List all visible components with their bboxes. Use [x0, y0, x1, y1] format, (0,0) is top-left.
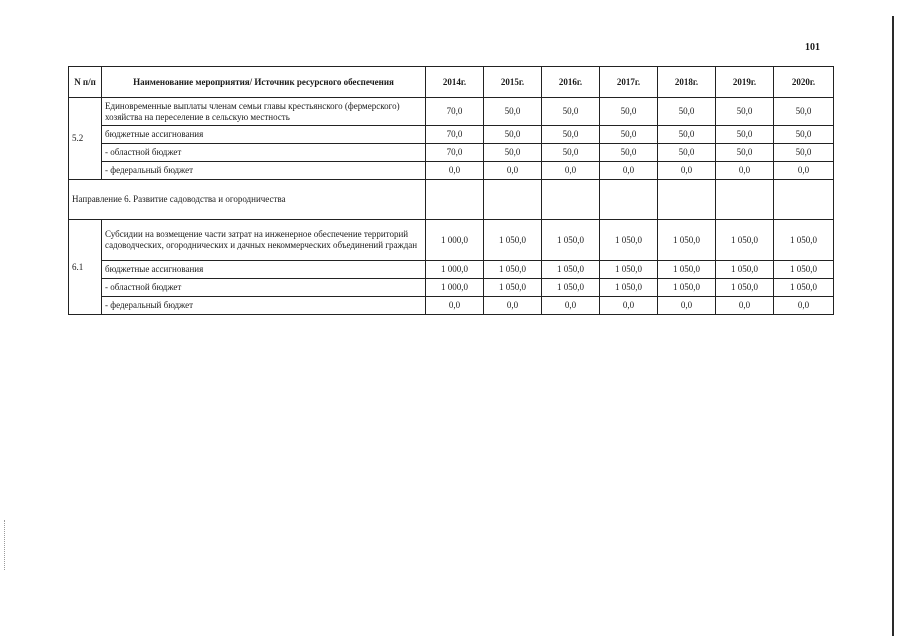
cell-value: 50,0: [658, 98, 716, 126]
table-row: [69, 297, 834, 315]
cell-value: 50,0: [484, 144, 542, 162]
cell-value: 1 050,0: [658, 261, 716, 279]
cell-value: 70,0: [426, 126, 484, 144]
cell-value: 0,0: [658, 162, 716, 180]
header-year: 2017г.: [600, 67, 658, 98]
scan-artifact: [4, 520, 6, 570]
cell-value: 0,0: [600, 162, 658, 180]
header-no: N п/п: [69, 67, 102, 98]
cell-value: 1 050,0: [774, 261, 834, 279]
table-row: [69, 279, 834, 297]
cell-value: 1 050,0: [542, 220, 600, 261]
cell-value: 1 050,0: [542, 261, 600, 279]
cell-value: 50,0: [658, 126, 716, 144]
cell-value: 50,0: [774, 98, 834, 126]
cell-value: 50,0: [484, 126, 542, 144]
cell-value: 50,0: [542, 98, 600, 126]
header-year: 2014г.: [426, 67, 484, 98]
cell-value: 0,0: [658, 297, 716, 315]
cell-value: 0,0: [426, 162, 484, 180]
table-row: [69, 220, 834, 261]
cell-value: 0,0: [774, 297, 834, 315]
row-name: - федеральный бюджет: [102, 162, 426, 180]
table-row: [69, 144, 834, 162]
budget-table: [68, 66, 834, 315]
cell-value: 0,0: [716, 162, 774, 180]
header-year: 2019г.: [716, 67, 774, 98]
cell-value: 50,0: [716, 98, 774, 126]
cell-value: 1 050,0: [658, 220, 716, 261]
cell-value: 1 050,0: [774, 220, 834, 261]
cell-value: 1 050,0: [658, 279, 716, 297]
cell-value: 0,0: [542, 162, 600, 180]
row-name: бюджетные ассигнования: [102, 126, 426, 144]
cell-value: 0,0: [426, 297, 484, 315]
cell-value: 70,0: [426, 144, 484, 162]
cell-value: 1 050,0: [774, 279, 834, 297]
cell-value: 1 050,0: [716, 261, 774, 279]
cell-value: 1 050,0: [542, 279, 600, 297]
cell-value: 50,0: [542, 126, 600, 144]
cell-value: 0,0: [716, 297, 774, 315]
cell-value: 0,0: [542, 297, 600, 315]
cell-value: 50,0: [716, 144, 774, 162]
header-name: Наименование мероприятия/ Источник ресурсного обеспечения: [102, 67, 426, 98]
table-row: [69, 98, 834, 126]
cell-value: 1 050,0: [600, 220, 658, 261]
cell-value: 1 050,0: [716, 220, 774, 261]
row-number: 5.2: [69, 98, 102, 180]
cell-value: 0,0: [484, 162, 542, 180]
page-number: 101: [805, 42, 820, 53]
row-name: Единовременные выплаты членам семьи главы крестьянского (фермерского) хозяйства на переселение в сельскую местность: [102, 98, 426, 126]
cell-value: 70,0: [426, 98, 484, 126]
header-year: 2020г.: [774, 67, 834, 98]
cell-value: 0,0: [774, 162, 834, 180]
cell-value: 50,0: [600, 98, 658, 126]
row-name: - областной бюджет: [102, 144, 426, 162]
cell-value: 50,0: [484, 98, 542, 126]
cell-value: 0,0: [600, 297, 658, 315]
cell-value: 50,0: [774, 144, 834, 162]
table-row: [69, 162, 834, 180]
direction-row: [69, 180, 834, 220]
cell-value: 1 000,0: [426, 279, 484, 297]
cell-value: 1 050,0: [484, 279, 542, 297]
cell-value: 1 050,0: [484, 220, 542, 261]
header-year: 2016г.: [542, 67, 600, 98]
row-name: Субсидии на возмещение части затрат на инженерное обеспечение территорий садоводческих, огороднических и дачных некоммерческих объединений граждан: [102, 220, 426, 261]
cell-value: 50,0: [716, 126, 774, 144]
cell-value: 50,0: [774, 126, 834, 144]
cell-value: 1 000,0: [426, 220, 484, 261]
direction-title: Направление 6. Развитие садоводства и огородничества: [69, 180, 426, 220]
cell-value: 1 050,0: [600, 261, 658, 279]
row-name: бюджетные ассигнования: [102, 261, 426, 279]
row-name: - федеральный бюджет: [102, 297, 426, 315]
table-header-row: [69, 67, 834, 98]
cell-value: 50,0: [600, 126, 658, 144]
header-year: 2018г.: [658, 67, 716, 98]
cell-value: 1 050,0: [716, 279, 774, 297]
cell-value: 1 050,0: [484, 261, 542, 279]
cell-value: 0,0: [484, 297, 542, 315]
header-year: 2015г.: [484, 67, 542, 98]
cell-value: 1 050,0: [600, 279, 658, 297]
table-row: [69, 261, 834, 279]
scan-edge-line: [892, 16, 894, 636]
cell-value: 50,0: [658, 144, 716, 162]
cell-value: 50,0: [542, 144, 600, 162]
row-number: 6.1: [69, 220, 102, 315]
table-row: [69, 126, 834, 144]
cell-value: 50,0: [600, 144, 658, 162]
row-name: - областной бюджет: [102, 279, 426, 297]
cell-value: 1 000,0: [426, 261, 484, 279]
